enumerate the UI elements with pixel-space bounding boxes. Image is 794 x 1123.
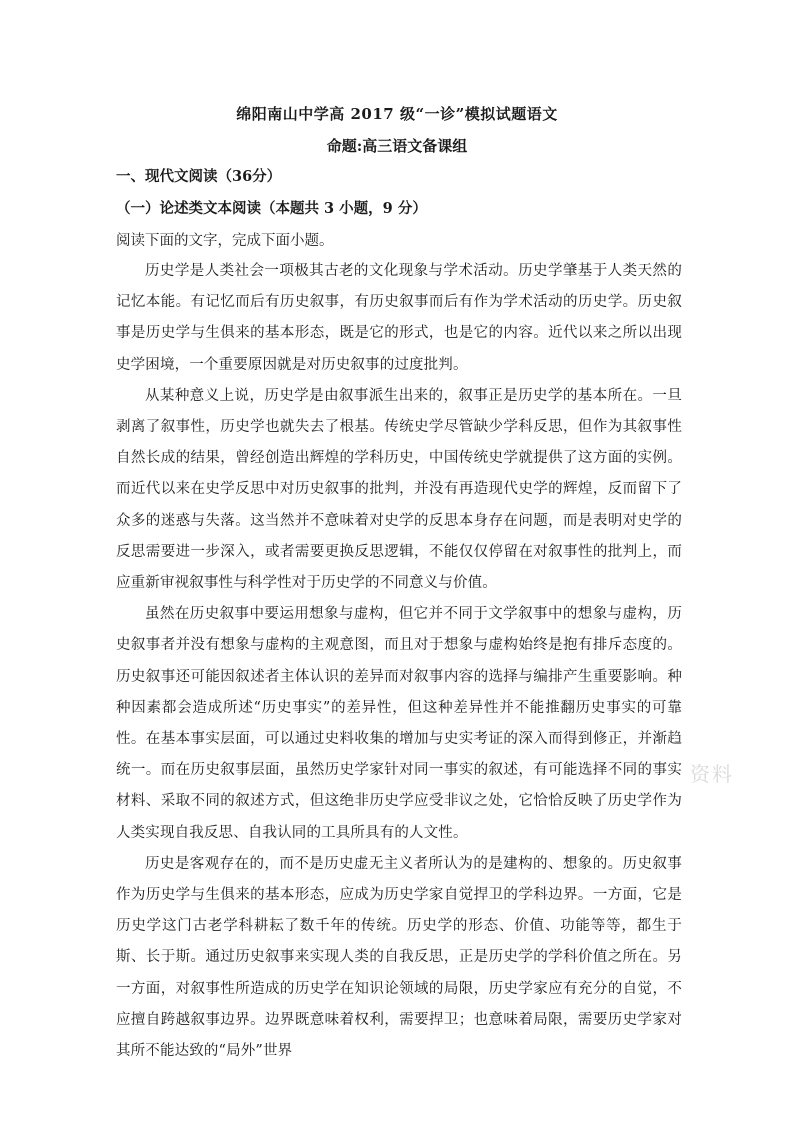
section-heading-modern-reading: 一、现代文阅读（36分） bbox=[116, 168, 282, 185]
passage-paragraph-3: 虽然在历史叙事中要运用想象与虚构，但它并不同于文学叙事中的想象与虚构，历史叙事者并没有想象与虚构的主观意图，而且对于想象与虚构始终是抱有排斥态度的。历史叙事还可能因叙述者主体认识的差异而对叙事内容的选择与编排产生重要影响。种种因素都会造成所述“历史事实”的差异性，但这种差异性并不能推翻历史事实的可靠性。在基本事实层面，可以通过史料收集的增加与史实考证的深入而得到修正，并渐趋统一。而在历史叙事层面，虽然历史学家针对同一事实的叙述，有可能选择不同的事实材料、采取不同的叙述方式，但这绝非历史学应受非议之处，它恰恰反映了历史学作为人类实现自我反思、自我认同的工具所具有的人文性。 bbox=[116, 606, 682, 841]
watermark: 资料 bbox=[690, 762, 734, 786]
reading-instruction: 阅读下面的文字，完成下面小题。 bbox=[116, 233, 334, 249]
exam-title: 绵阳南山中学高 2017 级“一诊”模拟试题语文 bbox=[236, 105, 558, 123]
passage-paragraph-2: 从某种意义上说，历史学是由叙事派生出来的，叙事正是历史学的基本所在。一旦剥离了叙事性，历史学也就失去了根基。传统史学尽管缺少学科反思，但作为其叙事性自然长成的结果，曾经创造出辉煌的学科历史，中国传统史学就提供了这方面的实例。而近代以来在史学反思中对历史叙事的批判，并没有再造现代史学的辉煌，反而留下了众多的迷惑与失落。这当然并不意味着对史学的反思本身存在问题，而是表明对史学的反思需要进一步深入，或者需要更换反思逻辑，不能仅仅停留在对叙事性的批判上，而应重新审视叙事性与科学性对于历史学的不同意义与价值。 bbox=[116, 387, 682, 592]
passage-paragraph-4: 历史是客观存在的，而不是历史虚无主义者所认为的是建构的、想象的。历史叙事作为历史学与生俱来的基本形态，应成为历史学家自觉捍卫的学科边界。一方面，它是历史学这门古老学科耕耘了数千年的传统。历史学的形态、价值、功能等等，都生于斯、长于斯。通过历史叙事来实现人类的自我反思，正是历史学的学科价值之所在。另一方面，对叙事性所造成的历史学在知识论领域的局限，历史学家应有充分的自觉，不应擅自跨越叙事边界。边界既意味着权利，需要捍卫；也意味着局限，需要历史学家对其所不能达致的“局外”世界 bbox=[116, 855, 682, 1060]
exam-subtitle: 命题:高三语文备课组 bbox=[326, 137, 468, 155]
passage-paragraph-1: 历史学是人类社会一项极其古老的文化现象与学术活动。历史学肇基于人类天然的记忆本能。有记忆而后有历史叙事，有历史叙事而后有作为学术活动的历史学。历史叙事是历史学与生俱来的基本形态，既是它的形式，也是它的内容。近代以来之所以出现史学困境，一个重要原因就是对历史叙事的过度批判。 bbox=[116, 263, 682, 373]
subsection-heading-argumentative-text: （一）论述类文本阅读（本题共 3 小题，9 分） bbox=[116, 200, 427, 217]
passage-body bbox=[116, 256, 682, 1067]
